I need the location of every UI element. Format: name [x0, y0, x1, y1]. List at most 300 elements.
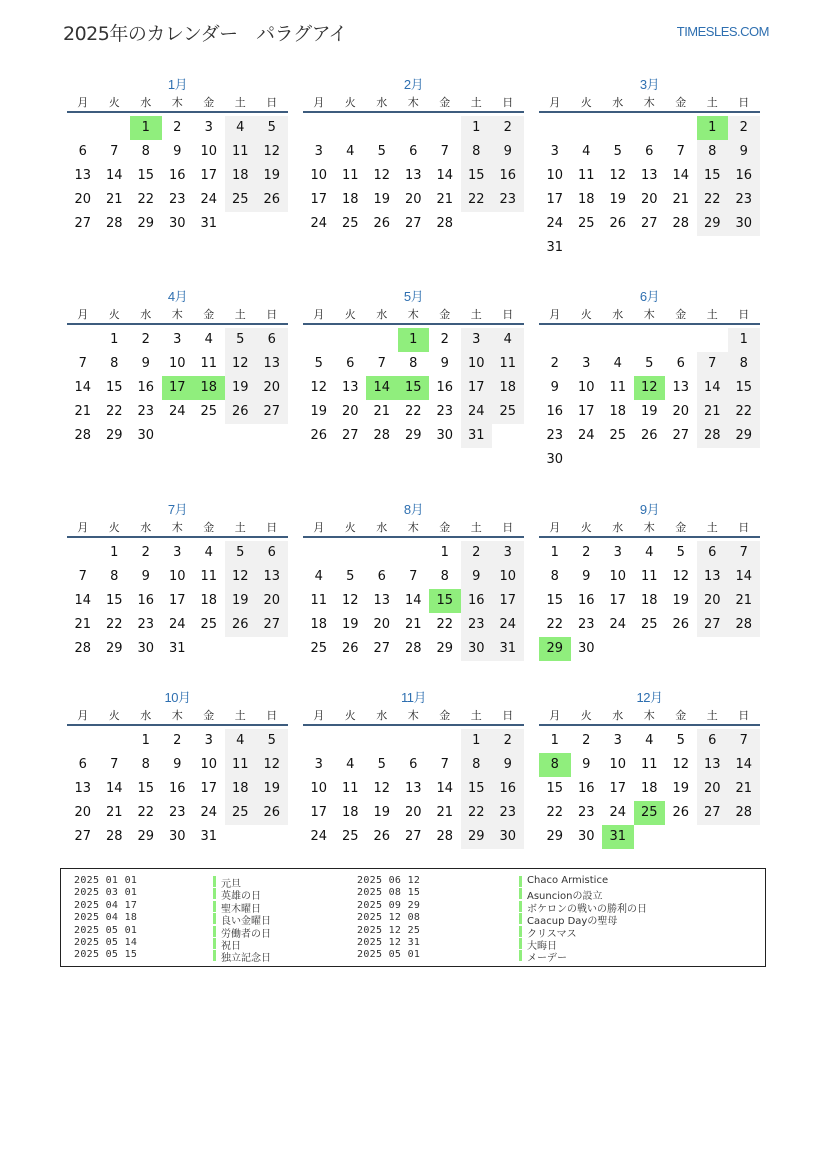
- day-cell: 14: [436, 781, 454, 796]
- month-title: 2月: [403, 77, 424, 92]
- day-cell: 4: [492, 328, 524, 352]
- day-cell: 16: [728, 164, 760, 188]
- header-rule: [539, 536, 760, 538]
- day-cell: 7: [728, 729, 760, 753]
- weekday-header: 木: [407, 96, 419, 109]
- day-cell: 30: [137, 428, 155, 443]
- day-cell: 16: [168, 168, 186, 183]
- day-cell: 26: [225, 400, 257, 424]
- day-cell: 4: [645, 545, 654, 560]
- day-cell: 11: [640, 757, 658, 772]
- page-title: 2025年のカレンダー パラグアイ: [63, 23, 347, 45]
- weekday-header: 水: [612, 709, 624, 722]
- weekday-header: 水: [140, 709, 152, 722]
- day-cell: 12: [373, 168, 391, 183]
- day-cell: 22: [461, 801, 493, 825]
- day-cell: 29: [105, 641, 123, 656]
- day-cell: 29: [137, 829, 155, 844]
- day-cell: 9: [440, 356, 449, 371]
- day-cell: 28: [105, 216, 123, 231]
- day-cell: 14: [697, 376, 729, 400]
- day-cell: 14: [74, 593, 92, 608]
- day-cell: 2: [141, 545, 150, 560]
- day-cell: 19: [672, 781, 690, 796]
- weekday-header: 木: [407, 709, 419, 722]
- day-cell: 24: [310, 829, 328, 844]
- weekday-header: 木: [171, 308, 183, 321]
- day-cell: 22: [105, 617, 123, 632]
- holiday-day-cell: 8: [539, 753, 571, 777]
- day-cell: 5: [225, 328, 257, 352]
- weekday-header: 水: [140, 308, 152, 321]
- day-cell: 18: [341, 192, 359, 207]
- month-title: 6月: [639, 289, 660, 304]
- day-cell: 31: [461, 424, 493, 448]
- day-cell: 29: [436, 641, 454, 656]
- day-cell: 16: [492, 164, 524, 188]
- holiday-marker: [213, 913, 216, 924]
- day-cell: 30: [436, 428, 454, 443]
- day-cell: 20: [404, 192, 422, 207]
- day-cell: 21: [672, 192, 690, 207]
- holiday-marker: [213, 938, 216, 949]
- day-cell: 11: [492, 352, 524, 376]
- month-title: 4月: [167, 289, 188, 304]
- holiday-name: 聖木曜日: [221, 903, 261, 915]
- day-cell: 4: [346, 757, 355, 772]
- day-cell: 18: [200, 593, 218, 608]
- day-cell: 9: [728, 140, 760, 164]
- day-cell: 7: [440, 144, 449, 159]
- holiday-day-cell: 17: [162, 376, 194, 400]
- day-cell: 5: [613, 144, 622, 159]
- day-cell: 13: [404, 781, 422, 796]
- day-cell: 11: [310, 593, 328, 608]
- day-cell: 27: [697, 613, 729, 637]
- weekday-header: 土: [234, 308, 246, 321]
- day-cell: 3: [582, 356, 591, 371]
- day-cell: 15: [546, 781, 564, 796]
- holiday-name: 大晦日: [527, 941, 557, 952]
- day-cell: 31: [200, 216, 218, 231]
- weekday-header: 月: [549, 96, 561, 109]
- day-cell: 21: [728, 589, 760, 613]
- day-cell: 2: [492, 116, 524, 140]
- day-cell: 10: [168, 356, 186, 371]
- day-cell: 22: [105, 404, 123, 419]
- day-cell: 29: [546, 829, 564, 844]
- header-rule: [539, 724, 760, 726]
- day-cell: 3: [550, 144, 559, 159]
- weekday-header: 土: [470, 521, 482, 534]
- day-cell: 26: [640, 428, 658, 443]
- day-cell: 20: [256, 376, 288, 400]
- weekday-header: 火: [580, 709, 592, 722]
- holiday-date: 2025 01 01: [74, 875, 138, 886]
- day-cell: 19: [341, 617, 359, 632]
- day-cell: 3: [613, 733, 622, 748]
- weekday-header: 火: [580, 521, 592, 534]
- day-cell: 5: [377, 757, 386, 772]
- day-cell: 11: [200, 356, 218, 371]
- day-cell: 10: [609, 757, 627, 772]
- weekday-header: 月: [313, 709, 325, 722]
- day-cell: 25: [492, 400, 524, 424]
- holiday-day-cell: 25: [634, 801, 666, 825]
- day-cell: 17: [310, 805, 328, 820]
- day-cell: 13: [74, 781, 92, 796]
- day-cell: 5: [256, 729, 288, 753]
- day-cell: 29: [105, 428, 123, 443]
- holiday-date: 2025 12 31: [357, 937, 421, 948]
- weekday-header: 木: [171, 521, 183, 534]
- weekday-header: 月: [77, 521, 89, 534]
- weekday-header: 火: [108, 96, 120, 109]
- weekday-header: 金: [675, 521, 687, 534]
- day-cell: 21: [74, 404, 92, 419]
- holiday-date: 2025 12 08: [357, 912, 421, 924]
- weekday-header: 金: [439, 709, 451, 722]
- holiday-marker: [519, 913, 522, 924]
- day-cell: 27: [404, 216, 422, 231]
- weekday-header: 金: [203, 709, 215, 722]
- day-cell: 13: [404, 168, 422, 183]
- weekday-header: 火: [344, 709, 356, 722]
- day-cell: 4: [225, 116, 257, 140]
- day-cell: 4: [645, 733, 654, 748]
- day-cell: 1: [550, 545, 559, 560]
- day-cell: 23: [168, 192, 186, 207]
- day-cell: 13: [640, 168, 658, 183]
- day-cell: 4: [314, 569, 323, 584]
- day-cell: 7: [697, 352, 729, 376]
- day-cell: 6: [346, 356, 355, 371]
- day-cell: 15: [105, 593, 123, 608]
- weekday-header: 水: [376, 96, 388, 109]
- day-cell: 6: [697, 729, 729, 753]
- day-cell: 15: [461, 164, 493, 188]
- day-cell: 25: [640, 617, 658, 632]
- day-cell: 28: [404, 641, 422, 656]
- day-cell: 13: [341, 380, 359, 395]
- day-cell: 24: [577, 428, 595, 443]
- day-cell: 6: [78, 757, 87, 772]
- day-cell: 19: [225, 589, 257, 613]
- day-cell: 24: [609, 617, 627, 632]
- holiday-day-cell: 15: [429, 589, 461, 613]
- day-cell: 24: [461, 400, 493, 424]
- weekday-header: 土: [706, 308, 718, 321]
- day-cell: 23: [728, 188, 760, 212]
- day-cell: 12: [672, 757, 690, 772]
- month-title: 7月: [167, 502, 188, 517]
- day-cell: 19: [256, 777, 288, 801]
- day-cell: 30: [168, 829, 186, 844]
- weekday-header: 火: [108, 521, 120, 534]
- holiday-marker: [213, 950, 216, 961]
- day-cell: 26: [256, 801, 288, 825]
- day-cell: 19: [373, 192, 391, 207]
- day-cell: 7: [78, 356, 87, 371]
- day-cell: 27: [74, 829, 92, 844]
- day-cell: 24: [546, 216, 564, 231]
- day-cell: 7: [728, 541, 760, 565]
- day-cell: 31: [168, 641, 186, 656]
- day-cell: 7: [377, 356, 386, 371]
- day-cell: 27: [373, 641, 391, 656]
- day-cell: 3: [461, 328, 493, 352]
- day-cell: 3: [492, 541, 524, 565]
- day-cell: 8: [110, 356, 119, 371]
- weekday-header: 木: [171, 709, 183, 722]
- day-cell: 21: [105, 805, 123, 820]
- day-cell: 24: [200, 805, 218, 820]
- day-cell: 9: [173, 757, 182, 772]
- day-cell: 11: [640, 569, 658, 584]
- day-cell: 28: [728, 613, 760, 637]
- day-cell: 22: [436, 617, 454, 632]
- weekday-header: 日: [502, 521, 514, 534]
- holiday-day-cell: 18: [193, 376, 225, 400]
- day-cell: 28: [728, 801, 760, 825]
- day-cell: 4: [613, 356, 622, 371]
- day-cell: 23: [168, 805, 186, 820]
- holiday-marker: [519, 901, 522, 912]
- day-cell: 22: [546, 617, 564, 632]
- day-cell: 8: [697, 140, 729, 164]
- day-cell: 27: [697, 801, 729, 825]
- day-cell: 18: [640, 781, 658, 796]
- day-cell: 15: [137, 781, 155, 796]
- weekday-header: 月: [549, 709, 561, 722]
- day-cell: 6: [409, 757, 418, 772]
- day-cell: 24: [609, 805, 627, 820]
- day-cell: 17: [609, 781, 627, 796]
- day-cell: 9: [173, 144, 182, 159]
- day-cell: 12: [256, 140, 288, 164]
- day-cell: 3: [314, 757, 323, 772]
- holiday-date: 2025 06 12: [357, 875, 421, 886]
- day-cell: 23: [436, 404, 454, 419]
- weekday-header: 日: [266, 96, 278, 109]
- day-cell: 2: [141, 332, 150, 347]
- day-cell: 10: [200, 757, 218, 772]
- header-rule: [539, 323, 760, 325]
- holiday-name: Asuncionの設立: [527, 891, 603, 903]
- day-cell: 27: [256, 400, 288, 424]
- day-cell: 3: [204, 733, 213, 748]
- day-cell: 2: [440, 332, 449, 347]
- holiday-date: 2025 05 01: [357, 949, 421, 961]
- weekday-header: 金: [439, 521, 451, 534]
- day-cell: 19: [640, 404, 658, 419]
- day-cell: 25: [310, 641, 328, 656]
- day-cell: 7: [676, 144, 685, 159]
- day-cell: 26: [310, 428, 328, 443]
- day-cell: 10: [168, 569, 186, 584]
- day-cell: 10: [577, 380, 595, 395]
- weekday-header: 日: [266, 308, 278, 321]
- holiday-marker: [519, 876, 522, 887]
- weekday-header: 土: [234, 521, 246, 534]
- day-cell: 12: [225, 352, 257, 376]
- holiday-marker: [519, 938, 522, 949]
- holiday-day-cell: 12: [634, 376, 666, 400]
- holiday-date: 2025 04 18: [74, 912, 138, 924]
- weekday-header: 日: [502, 709, 514, 722]
- month-title: 1月: [167, 77, 188, 92]
- day-cell: 20: [404, 805, 422, 820]
- weekday-header: 月: [77, 96, 89, 109]
- day-cell: 16: [461, 589, 493, 613]
- day-cell: 26: [373, 216, 391, 231]
- day-cell: 11: [341, 781, 359, 796]
- day-cell: 15: [461, 777, 493, 801]
- header-rule: [303, 323, 524, 325]
- day-cell: 3: [204, 120, 213, 135]
- day-cell: 11: [225, 753, 257, 777]
- day-cell: 22: [137, 805, 155, 820]
- day-cell: 6: [409, 144, 418, 159]
- day-cell: 8: [550, 569, 559, 584]
- day-cell: 27: [404, 829, 422, 844]
- weekday-header: 木: [171, 96, 183, 109]
- holiday-day-cell: 29: [539, 637, 571, 661]
- day-cell: 5: [676, 545, 685, 560]
- day-cell: 10: [546, 168, 564, 183]
- day-cell: 22: [137, 192, 155, 207]
- day-cell: 30: [168, 216, 186, 231]
- day-cell: 17: [310, 192, 328, 207]
- weekday-header: 水: [612, 521, 624, 534]
- weekday-header: 日: [738, 709, 750, 722]
- day-cell: 4: [346, 144, 355, 159]
- weekday-header: 土: [706, 521, 718, 534]
- month-title: 3月: [639, 77, 660, 92]
- site-link[interactable]: TIMESLES.COM: [676, 24, 769, 39]
- day-cell: 27: [74, 216, 92, 231]
- weekday-header: 水: [140, 96, 152, 109]
- day-cell: 15: [697, 164, 729, 188]
- day-cell: 31: [492, 637, 524, 661]
- day-cell: 17: [461, 376, 493, 400]
- weekday-header: 水: [612, 96, 624, 109]
- day-cell: 21: [373, 404, 391, 419]
- day-cell: 18: [492, 376, 524, 400]
- weekday-header: 金: [203, 308, 215, 321]
- day-cell: 9: [550, 380, 559, 395]
- day-cell: 1: [110, 545, 119, 560]
- holiday-marker: [213, 901, 216, 912]
- day-cell: 16: [436, 380, 454, 395]
- weekday-header: 月: [77, 308, 89, 321]
- day-cell: 29: [461, 825, 493, 849]
- day-cell: 6: [256, 328, 288, 352]
- weekday-header: 火: [580, 308, 592, 321]
- day-cell: 1: [461, 116, 493, 140]
- weekday-header: 火: [108, 709, 120, 722]
- weekday-header: 金: [675, 96, 687, 109]
- day-cell: 26: [225, 613, 257, 637]
- holiday-day-cell: 14: [366, 376, 398, 400]
- holiday-name: 良い金曜日: [221, 916, 271, 928]
- day-cell: 21: [697, 400, 729, 424]
- day-cell: 25: [341, 216, 359, 231]
- day-cell: 5: [225, 541, 257, 565]
- day-cell: 6: [645, 144, 654, 159]
- holiday-day-cell: 1: [130, 116, 162, 140]
- day-cell: 21: [105, 192, 123, 207]
- holiday-list: [60, 868, 766, 967]
- day-cell: 10: [492, 565, 524, 589]
- day-cell: 1: [440, 545, 449, 560]
- weekday-header: 土: [470, 709, 482, 722]
- weekday-header: 金: [675, 308, 687, 321]
- day-cell: 21: [436, 192, 454, 207]
- weekday-header: 土: [470, 308, 482, 321]
- day-cell: 8: [409, 356, 418, 371]
- day-cell: 20: [74, 192, 92, 207]
- weekday-header: 木: [643, 308, 655, 321]
- day-cell: 17: [200, 168, 218, 183]
- day-cell: 23: [492, 188, 524, 212]
- day-cell: 9: [492, 753, 524, 777]
- weekday-header: 木: [643, 709, 655, 722]
- day-cell: 2: [173, 733, 182, 748]
- holiday-date: 2025 08 15: [357, 887, 421, 899]
- day-cell: 22: [461, 188, 493, 212]
- weekday-header: 月: [549, 521, 561, 534]
- holiday-name: クリスマス: [527, 928, 577, 940]
- month-title: 9月: [639, 502, 660, 517]
- day-cell: 27: [256, 613, 288, 637]
- holiday-name: Chaco Armistice: [527, 875, 609, 886]
- header-rule: [303, 111, 524, 113]
- weekday-header: 火: [580, 96, 592, 109]
- weekday-header: 木: [407, 308, 419, 321]
- weekday-header: 金: [203, 521, 215, 534]
- day-cell: 11: [200, 569, 218, 584]
- day-cell: 7: [409, 569, 418, 584]
- day-cell: 10: [310, 168, 328, 183]
- weekday-header: 火: [108, 308, 120, 321]
- weekday-header: 日: [738, 308, 750, 321]
- day-cell: 16: [577, 781, 595, 796]
- day-cell: 6: [676, 356, 685, 371]
- day-cell: 25: [225, 188, 257, 212]
- day-cell: 29: [728, 424, 760, 448]
- day-cell: 22: [728, 400, 760, 424]
- day-cell: 23: [577, 805, 595, 820]
- day-cell: 14: [728, 565, 760, 589]
- day-cell: 19: [672, 593, 690, 608]
- header-rule: [67, 323, 288, 325]
- day-cell: 5: [256, 116, 288, 140]
- weekday-header: 水: [140, 521, 152, 534]
- weekday-header: 火: [344, 521, 356, 534]
- day-cell: 28: [436, 829, 454, 844]
- day-cell: 14: [74, 380, 92, 395]
- holiday-marker: [213, 926, 216, 937]
- weekday-header: 日: [738, 521, 750, 534]
- day-cell: 5: [346, 569, 355, 584]
- day-cell: 10: [200, 144, 218, 159]
- day-cell: 28: [105, 829, 123, 844]
- day-cell: 16: [492, 777, 524, 801]
- day-cell: 9: [141, 569, 150, 584]
- day-cell: 2: [728, 116, 760, 140]
- day-cell: 24: [200, 192, 218, 207]
